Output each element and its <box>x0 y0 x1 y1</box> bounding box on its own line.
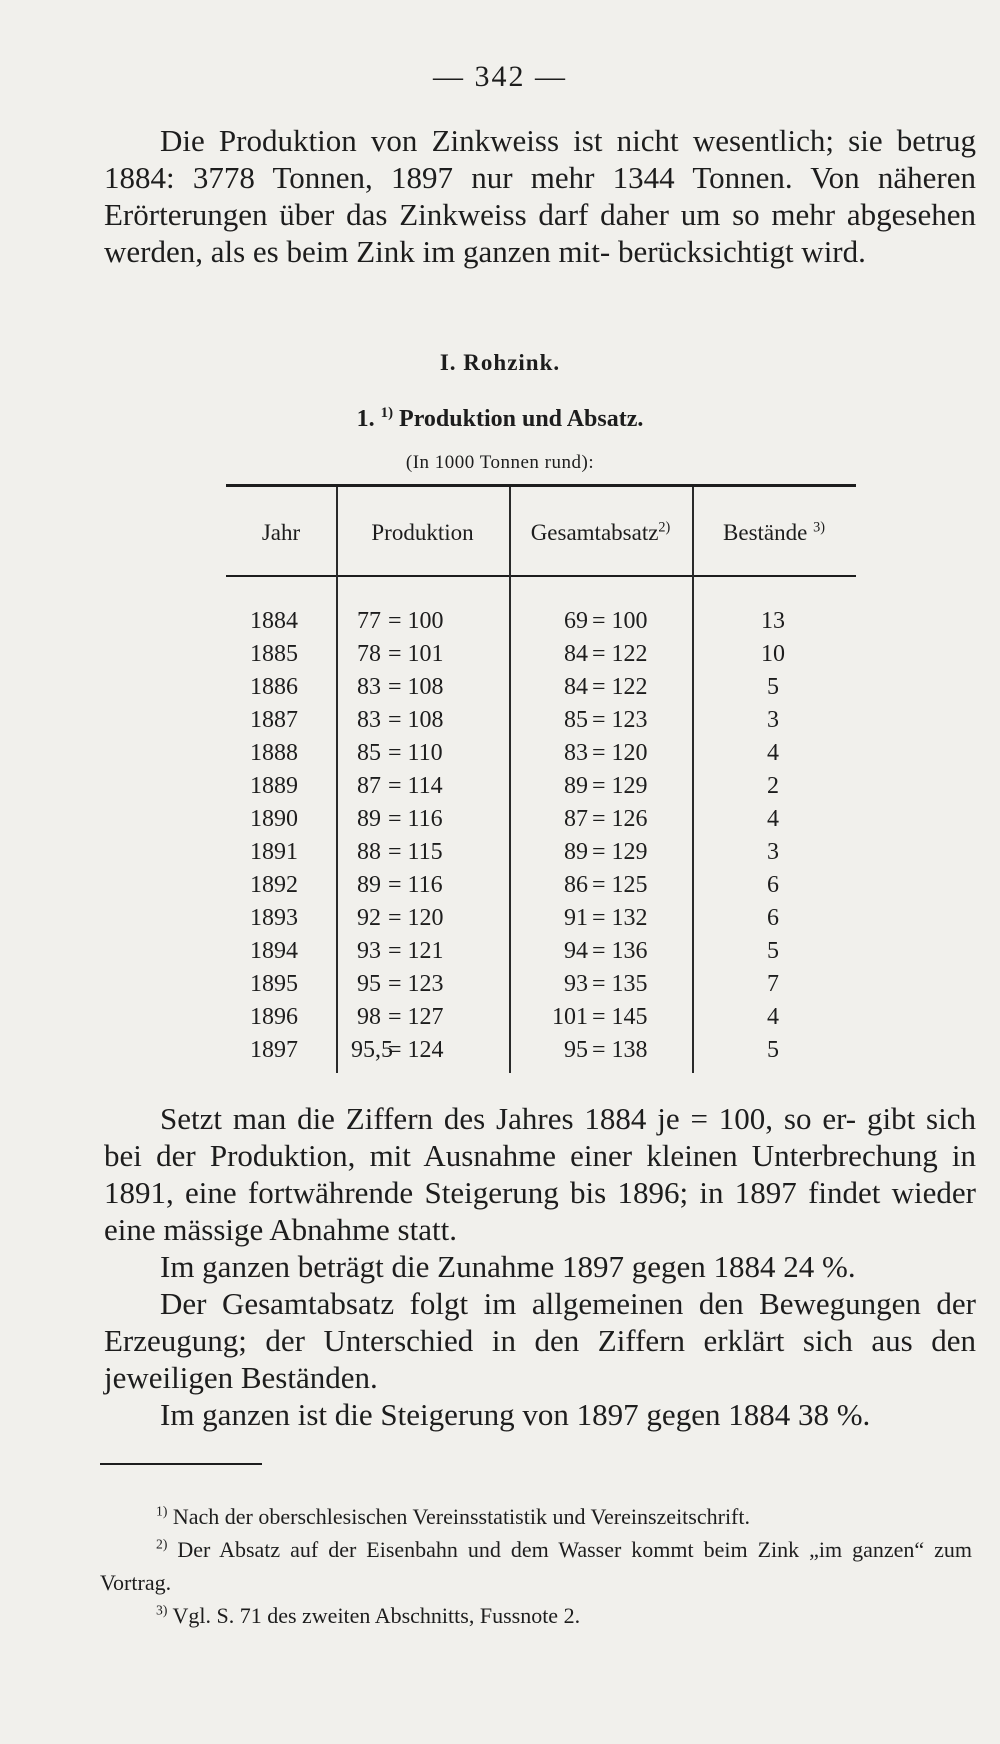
cell-produktion: 87 <box>357 773 381 799</box>
text-line: Die Produktion von Zinkweiss ist nicht wesentlich; sie <box>160 123 883 158</box>
cell-year: 1892 <box>250 872 298 898</box>
cell-absatz-index: = 138 <box>592 1037 648 1063</box>
text-line: der Erzeugung; der Unterschied in den Ziffern erklärt sich <box>104 1286 977 1358</box>
footnotes <box>100 1500 972 1632</box>
cell-produktion-index: = 123 <box>388 971 444 997</box>
footnote-mark: 1) <box>156 1503 168 1519</box>
intro-paragraph <box>104 122 976 270</box>
cell-absatz: 86 <box>564 872 588 898</box>
cell-year: 1896 <box>250 1004 298 1030</box>
cell-bestand: 3 <box>767 839 779 865</box>
text-line: betrug 1884: 3778 Tonnen, 1897 nur mehr 1344 Tonnen. <box>104 123 976 195</box>
cell-year: 1895 <box>250 971 298 997</box>
cell-absatz-index: = 120 <box>592 740 648 766</box>
paragraph <box>104 1396 976 1433</box>
cell-absatz-index: = 126 <box>592 806 648 832</box>
cell-absatz: 101 <box>552 1004 588 1030</box>
table-title-text: Produktion und Absatz. <box>399 406 644 432</box>
cell-absatz: 83 <box>564 740 588 766</box>
cell-produktion-index: = 121 <box>388 938 444 964</box>
cell-bestand: 7 <box>767 971 779 997</box>
cell-bestand: 5 <box>767 1037 779 1063</box>
cell-bestand: 5 <box>767 938 779 964</box>
cell-year: 1885 <box>250 641 298 667</box>
cell-bestand: 6 <box>767 872 779 898</box>
data-table <box>226 484 856 1076</box>
table-title-number: 1. <box>356 406 375 432</box>
cell-produktion: 89 <box>357 872 381 898</box>
table-row <box>226 773 856 806</box>
cell-absatz: 89 <box>564 773 588 799</box>
table-caption: (In 1000 Tonnen rund): <box>405 452 595 473</box>
footnote <box>100 1533 972 1599</box>
text-line: Setzt man die Ziffern des Jahres 1884 je = 100, so er- <box>160 1101 857 1136</box>
paragraph <box>104 1285 976 1396</box>
cell-absatz-index: = 136 <box>592 938 648 964</box>
text-line: in 1897 findet wieder eine mässige Abnahme statt. <box>104 1175 977 1247</box>
table-row <box>226 1004 856 1037</box>
cell-produktion: 83 <box>357 707 381 733</box>
table-row <box>226 641 856 674</box>
table-row <box>226 674 856 707</box>
footnote <box>100 1599 972 1632</box>
page-number: — 342 — <box>433 60 567 93</box>
cell-absatz-index: = 145 <box>592 1004 648 1030</box>
paragraph <box>104 1248 976 1285</box>
text-line: Von näheren Erörterungen über das Zinkweiss darf daher um <box>104 160 976 232</box>
table-row <box>226 707 856 740</box>
header-jahr: Jahr <box>261 520 301 545</box>
cell-produktion: 78 <box>357 641 381 667</box>
cell-year: 1893 <box>250 905 298 931</box>
text-line: gibt sich bei der Produktion, mit Ausnahme einer kleinen <box>104 1101 976 1173</box>
cell-bestand: 4 <box>767 1004 779 1030</box>
cell-bestand: 3 <box>767 707 779 733</box>
cell-absatz-index: = 122 <box>592 641 648 667</box>
cell-year: 1891 <box>250 839 298 865</box>
cell-absatz: 87 <box>564 806 588 832</box>
cell-produktion: 88 <box>357 839 381 865</box>
cell-produktion-index: = 120 <box>388 905 444 931</box>
cell-produktion-index: = 115 <box>388 839 443 865</box>
footnote-text: Der Absatz auf der Eisenbahn und dem Wasser kommt beim Zink „im ganzen“ zum Vortrag. <box>100 1537 972 1595</box>
cell-absatz-index: = 125 <box>592 872 648 898</box>
cell-bestand: 6 <box>767 905 779 931</box>
table-row <box>226 839 856 872</box>
cell-produktion-index: = 100 <box>388 608 444 634</box>
table-row <box>226 971 856 1004</box>
text-line: so mehr abgesehen werden, als es beim Zink im ganzen mit- <box>104 197 976 269</box>
cell-absatz: 95 <box>564 1037 588 1063</box>
cell-produktion-index: = 101 <box>388 641 444 667</box>
body-paragraphs <box>104 1100 976 1433</box>
cell-produktion: 95,5 <box>351 1037 393 1063</box>
cell-year: 1894 <box>250 938 298 964</box>
cell-year: 1889 <box>250 773 298 799</box>
cell-absatz-index: = 100 <box>592 608 648 634</box>
cell-produktion: 83 <box>357 674 381 700</box>
cell-absatz: 69 <box>564 608 588 634</box>
table-row <box>226 1037 856 1070</box>
cell-bestand: 13 <box>761 608 785 634</box>
cell-produktion-index: = 108 <box>388 674 444 700</box>
footnote-text: Nach der oberschlesischen Vereinsstatistik und Vereinszeitschrift. <box>172 1504 750 1529</box>
table-title-footnote-mark: 1) <box>380 405 394 421</box>
cell-bestand: 2 <box>767 773 779 799</box>
cell-absatz: 91 <box>564 905 588 931</box>
cell-year: 1890 <box>250 806 298 832</box>
cell-bestand: 4 <box>767 740 779 766</box>
cell-year: 1884 <box>250 608 298 634</box>
footnote <box>100 1500 972 1533</box>
text-line: Im ganzen beträgt die Zunahme 1897 gegen 1884 24 %. <box>160 1249 856 1284</box>
table-top-rule <box>226 484 856 487</box>
cell-produktion: 95 <box>357 971 381 997</box>
header-bestaende: Bestände $^{3)}$ <box>723 519 825 545</box>
footnote-rule <box>100 1463 262 1465</box>
table-row <box>226 872 856 905</box>
text-line: Im ganzen ist die Steigerung von 1897 gegen 1884 38 %. <box>160 1397 871 1432</box>
cell-year: 1886 <box>250 674 298 700</box>
cell-produktion-index: = 127 <box>388 1004 444 1030</box>
text-line: Unterbrechung in 1891, eine fortwährende Steigerung bis 1896; <box>104 1138 977 1210</box>
cell-produktion: 89 <box>357 806 381 832</box>
cell-absatz-index: = 122 <box>592 674 648 700</box>
cell-absatz: 89 <box>564 839 588 865</box>
table-row <box>226 740 856 773</box>
table-row <box>226 806 856 839</box>
cell-produktion-index: = 108 <box>388 707 444 733</box>
cell-absatz-index: = 129 <box>592 839 648 865</box>
cell-absatz-index: = 129 <box>592 773 648 799</box>
cell-absatz: 84 <box>564 641 588 667</box>
cell-produktion: 85 <box>357 740 381 766</box>
cell-produktion-index: = 116 <box>388 806 443 832</box>
table-row <box>226 905 856 938</box>
section-heading: I. Rohzink. <box>439 350 561 375</box>
cell-produktion-index: = 110 <box>388 740 443 766</box>
cell-absatz: 85 <box>564 707 588 733</box>
text-line: berücksichtigt wird. <box>617 234 866 269</box>
cell-produktion: 93 <box>357 938 381 964</box>
cell-year: 1897 <box>250 1037 298 1063</box>
table-title <box>0 406 1000 433</box>
cell-bestand: 10 <box>761 641 785 667</box>
text-line: aus den jeweiligen Beständen. <box>104 1323 976 1395</box>
cell-bestand: 5 <box>767 674 779 700</box>
cell-absatz: 93 <box>564 971 588 997</box>
intro-text <box>104 122 976 270</box>
cell-produktion-index: = 114 <box>388 773 443 799</box>
cell-produktion-index: = 124 <box>388 1037 444 1063</box>
text-line: Der Gesamtabsatz folgt im allgemeinen den Bewegungen <box>160 1286 921 1321</box>
footnote-mark: 2) <box>156 1536 168 1552</box>
paragraph <box>104 1100 976 1248</box>
footnote-mark: 3) <box>156 1602 168 1618</box>
table-row <box>226 938 856 971</box>
footnote-text: Vgl. S. 71 des zweiten Abschnitts, Fussnote 2. <box>172 1603 581 1628</box>
cell-produktion: 98 <box>357 1004 381 1030</box>
cell-year: 1887 <box>250 707 298 733</box>
table-row <box>226 608 856 641</box>
cell-absatz-index: = 135 <box>592 971 648 997</box>
cell-bestand: 4 <box>767 806 779 832</box>
cell-produktion: 92 <box>357 905 381 931</box>
cell-absatz: 84 <box>564 674 588 700</box>
cell-absatz-index: = 123 <box>592 707 648 733</box>
cell-produktion: 77 <box>357 608 381 634</box>
cell-year: 1888 <box>250 740 298 766</box>
cell-absatz: 94 <box>564 938 588 964</box>
cell-absatz-index: = 132 <box>592 905 648 931</box>
header-produktion: Produktion <box>371 520 474 545</box>
table-header-rule <box>226 575 856 577</box>
header-gesamtabsatz: Gesamtabsatz$^{2)}$ <box>530 519 671 545</box>
cell-produktion-index: = 116 <box>388 872 443 898</box>
